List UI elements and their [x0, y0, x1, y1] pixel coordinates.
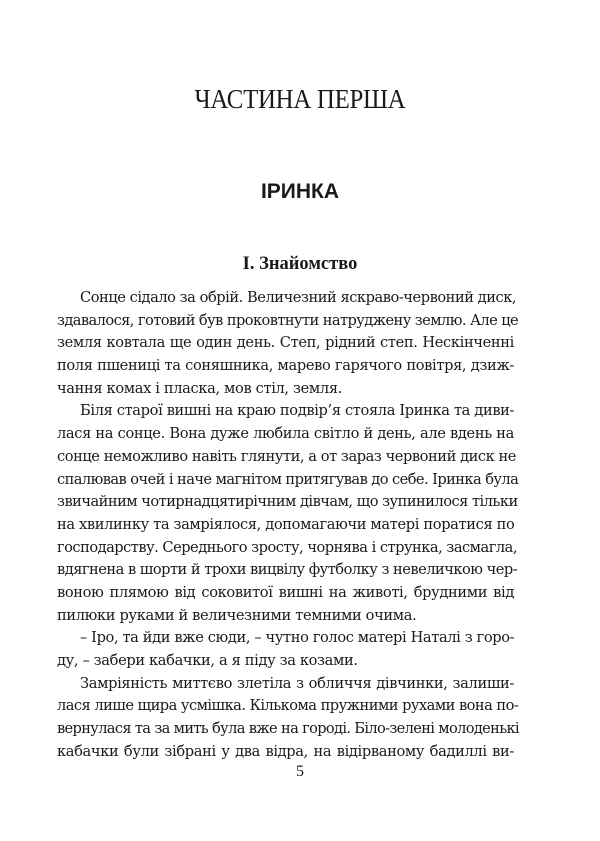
- text-line: Сонце сідало за обрій. Величезний яскраво-червоний диск,: [80, 289, 517, 306]
- text-line: земля ковтала ще один день. Степ, рідний степ. Нескінченні: [57, 334, 514, 352]
- text-line: спалював очей і наче магнітом притягував до себе. Іринка була: [57, 470, 519, 488]
- text-line: кабачки були зібрані у два відра, на відірваному бадиллі ви-: [57, 742, 514, 760]
- text-line: чання комах і пласка, мов стіл, земля.: [57, 379, 342, 397]
- part-title: ЧАСТИНА ПЕРША: [194, 84, 406, 114]
- text-line: лася лише щира усмішка. Кількома пружними рухами вона по-: [57, 697, 519, 715]
- text-line: господарству. Середнього зросту, чорнява і струнка, засмагла,: [57, 538, 517, 556]
- text-line: на хвилинку та замріялося, допомагаючи матері поратися по: [57, 515, 515, 533]
- text-line: звичайним чотирнадцятирічним дівчам, що зупинилося тільки: [57, 493, 518, 511]
- body-text: [57, 287, 519, 763]
- chapter-title: І. Знайомство: [242, 254, 358, 274]
- story-title: ІРИНКА: [260, 180, 340, 203]
- text-line: сонце неможливо навіть глянути, а от зараз червоний диск не: [57, 447, 517, 465]
- text-line: ду, – забери кабачки, а я піду за козами.: [57, 652, 358, 669]
- text-line: поля пшениці та соняшника, марево гарячого повітря, дзиж-: [57, 357, 514, 375]
- text-line: вдягнена в шорти й трохи вицвілу футболку з невеличкою чер-: [57, 561, 518, 579]
- page-number: 5: [296, 763, 304, 780]
- text-line: воною плямою від соковитої вишні на животі, брудними від: [57, 583, 514, 601]
- text-line: Біля старої вишні на краю подвір’я стояла Іринка та диви-: [80, 402, 515, 420]
- text-line: лася на сонце. Вона дуже любила світло й день, але вдень на: [57, 425, 514, 443]
- text-line: – Іро, та йди вже сюди, – чутно голос матері Наталі з горо-: [80, 629, 515, 647]
- text-line: Замріяність миттєво злетіла з обличчя дівчинки, залиши-: [80, 674, 514, 692]
- text-line: пилюки руками й величезними темними очима.: [57, 606, 417, 624]
- text-line: вернулася та за мить була вже на городі. Біло-зелені молоденькі: [57, 720, 519, 738]
- text-line: здавалося, готовий був проковтнути натруджену землю. Але це: [57, 311, 519, 329]
